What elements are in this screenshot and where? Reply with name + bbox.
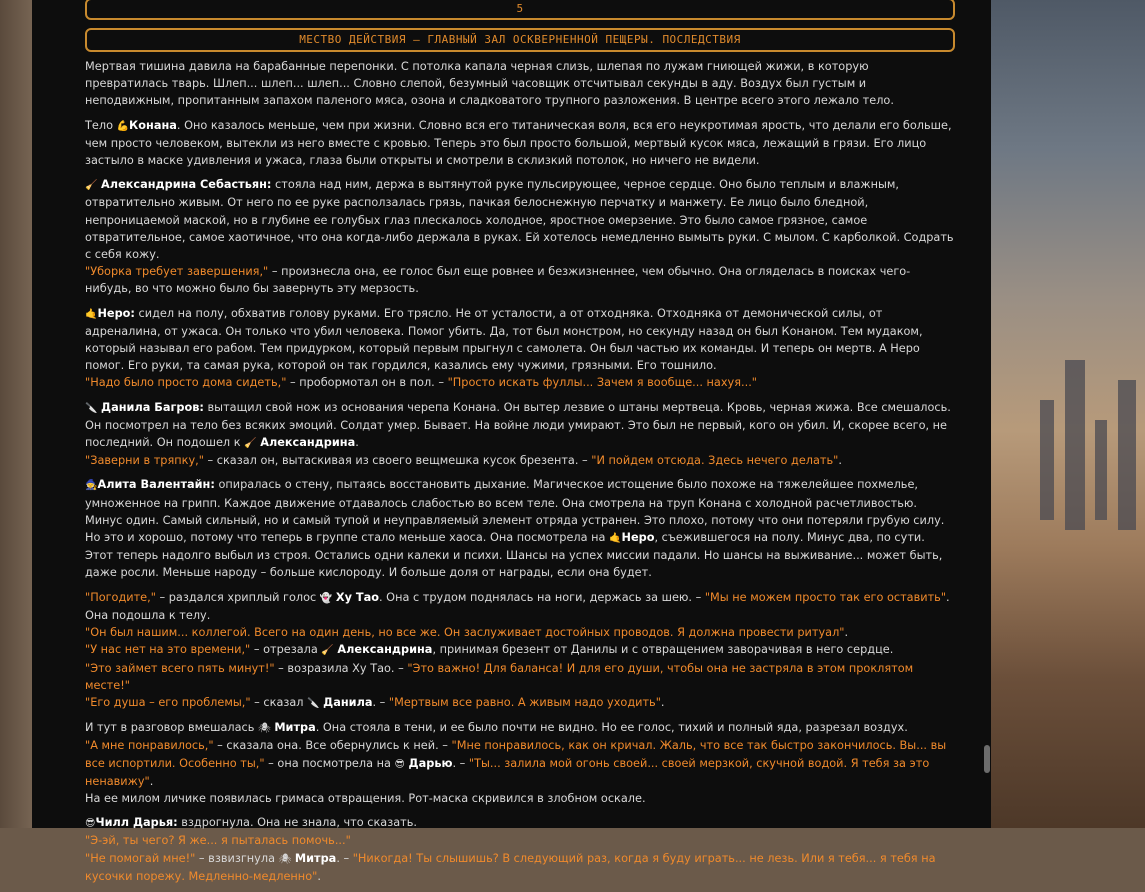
dialogue-quote: "Уборка требует завершения,"	[85, 265, 269, 279]
character-name: Чилл Дарья:	[95, 816, 178, 830]
text: сидел на полу, обхватив голову руками. Его трясло. Не от усталости, а от отходняка. Отходняка от демонической силы, от адреналина, от ужаса. Он только что убил человека. Помог убить. Да, тот был монстром, но секунду назад он был Конаном. Тем мудаком, который называл его рабом. Тем придурком, который первым прыгнул с самолета. Он был частью их команды. И теперь он мертв. А Неро помог. Его руки, та самая рука, которой он так гордился, казались ему чужими, грязными. Его тошнило.	[85, 306, 923, 373]
spider-icon: 🕷	[258, 723, 271, 735]
paragraph-1: Мертвая тишина давила на барабанные перепонки. С потолка капала черная слизь, шлепая по лужам гниющей жижи, в которую превратилась тварь. Шлеп... шлеп... шлеп... Словно слепой, безумный часовщик отсчитывал секунды в аду. Воздух был густым и неподвижным, пропитанным запахом паленого мяса, озона и сладковатого трупного разложения. В центре всего этого лежало тело.	[85, 60, 894, 108]
scrollbar-thumb[interactable]	[984, 745, 990, 773]
text: .	[838, 454, 842, 468]
text: . –	[336, 851, 353, 865]
text: – произнесла она, ее голос был еще ровнее и безжизненнее, чем обычно. Она огляделась в поисках чего-нибудь, во что можно было бы завернуть эту мерзость.	[85, 265, 911, 296]
text: – сказал	[250, 695, 308, 709]
message-number-box	[85, 0, 955, 20]
text: . –	[452, 756, 469, 770]
cool-face-icon: 😎	[85, 818, 96, 830]
paragraph-6	[85, 476, 955, 581]
paragraph-2	[85, 117, 955, 170]
knife-icon: 🔪	[307, 697, 320, 709]
paragraph-5	[85, 399, 955, 470]
text: – сказала она. Все обернулись к ней. –	[213, 739, 452, 753]
dialogue-quote: "Э-эй, ты чего? Я же... я пыталась помочь..."	[85, 834, 351, 848]
text: .	[844, 626, 849, 640]
dialogue-quote: "Заверни в тряпку,"	[85, 454, 204, 468]
text: вытащил свой нож из основания черепа Конана. Он вытер лезвие о штаны мертвеца. Кровь, черная жижа. Все смешалось. Он посмотрел на тело без всяких эмоций. Солдат умер. Бывает. На войне люди умирают. Это был не первый, кого он убил. И, скорее всего, не последний. Он подошел к	[85, 400, 951, 450]
character-name: Данила	[323, 695, 373, 709]
mage-icon: 🧙	[85, 480, 98, 492]
dialogue-quote: "Надо было просто дома сидеть,"	[85, 376, 287, 390]
story-text	[85, 58, 955, 885]
text: . Оно казалось меньше, чем при жизни. Словно вся его титаническая воля, вся его неукротимая ярость, что делали его больше, чем просто человеком, вытекли из него вместе с кровью. Теперь это был просто большой, мертвый кусок мяса, лежащий в грязи. Его лицо застыло в маске удивления и ужаса, глаза были открыты и смотрели в склизкий потолок, но ничего не видели.	[85, 118, 952, 168]
text: , съежившегося на полу. Минус два, по сути. Этот теперь надолго выбыл из строя. Остались одни калеки и психи. Шансы на успех миссии падали. Но шансы на выживание... может быть, даже росли. Меньше народу – больше кислороду. И больше доля от награды, если она будет.	[85, 531, 943, 580]
dialogue-quote: "Погодите,"	[85, 590, 156, 604]
character-name: Митра	[274, 721, 316, 735]
text: вздрогнула. Она не знала, что сказать.	[177, 816, 417, 830]
character-name: Александрина	[337, 643, 433, 657]
dialogue-quote: "Не помогай мне!"	[85, 851, 196, 865]
hand-icon: 🤙	[609, 533, 622, 545]
text: – сказал он, вытаскивая из своего вещмешка кусок брезента. –	[203, 454, 592, 468]
rock-spire	[1040, 400, 1054, 520]
text: .	[149, 774, 154, 788]
text: – отрезала	[250, 643, 322, 657]
dialogue-quote: "Он был нашим... коллегой. Всего на один день, но все же. Он заслуживает достойных проводов. Я должна провести ритуал"	[85, 626, 845, 640]
character-name: Дарью	[408, 756, 453, 770]
character-name: Митра	[294, 851, 337, 865]
text: Она подошла к телу.	[85, 608, 211, 622]
text: .	[946, 590, 950, 604]
dialogue-quote: "У нас нет на это времени,"	[85, 643, 251, 657]
dialogue-quote: "Мне понравилось, как он кричал. Жаль, что все так быстро закончилось. Вы... вы все испортили. Особенно ты,"	[85, 739, 947, 770]
cool-face-icon: 😎	[394, 758, 405, 770]
text: И тут в разговор вмешалась	[85, 721, 259, 735]
rock-spire	[1095, 420, 1107, 520]
story-content	[85, 0, 955, 892]
rock-spire	[1065, 360, 1085, 530]
character-name: Алита Валентайн:	[97, 478, 215, 492]
muscle-icon: 💪	[116, 120, 130, 132]
paragraph-7	[85, 589, 955, 712]
text: стояла над ним, держа в вытянутой руке пульсирующее, черное сердце. Оно было теплым и влажным, отвратительно живым. От него по ее руке расползалась грязь, пачкая белоснежную перчатку и манжету. Ее лицо было бледной, непроницаемой маской, но в глубине ее голубых глаз плескалось холодное, яростное омерзение. Это было самое грязное, самое отвратительное, самое хаотичное, что она когда-либо держала в руках. Ей хотелось немедленно вымыть руки. С мылом. С карболкой. Содрать с себя кожу.	[85, 178, 954, 262]
dialogue-quote: "Просто искать фуллы... Зачем я вообще... нахуя..."	[447, 376, 757, 390]
text: – она посмотрела на	[264, 756, 395, 770]
text: .	[660, 695, 665, 709]
paragraph-9	[85, 814, 955, 885]
scene-title-box	[85, 28, 955, 52]
text: . Она с трудом поднялась на ноги, держась за шею. –	[379, 590, 705, 604]
ghost-icon: 👻	[319, 592, 333, 604]
text: – раздался хриплый голос	[155, 590, 320, 604]
character-name: Александрина Себастьян:	[101, 178, 272, 192]
dialogue-quote: "Это займет всего пять минут!"	[85, 661, 275, 675]
broom-icon: 🧹	[244, 438, 257, 450]
dialogue-quote: "И пойдем отсюда. Здесь нечего делать"	[591, 454, 839, 468]
knife-icon: 🔪	[85, 402, 98, 414]
broom-icon: 🧹	[85, 180, 98, 192]
paragraph-8	[85, 719, 955, 807]
text: – взвизгнула	[195, 851, 279, 865]
text: – пробормотал он в пол. –	[286, 376, 448, 390]
text: На ее милом личике появилась гримаса отвращения. Рот-маска скривился в злобном оскале.	[85, 791, 646, 805]
text: Тело	[85, 118, 117, 132]
hand-icon: 🤙	[85, 308, 98, 320]
text: .	[355, 436, 359, 450]
scene-title: МЕСТВО ДЕЙСТВИЯ – ГЛАВНЫЙ ЗАЛ ОСКВЕРНЕННОЙ ПЕЩЕРЫ. ПОСЛЕДСТВИЯ	[299, 33, 741, 46]
dialogue-quote: "Это важно! Для баланса! И для его души, чтобы она не застряла в этом проклятом месте!"	[85, 661, 914, 692]
dialogue-quote: "Мертвым все равно. А живым надо уходить"	[388, 695, 661, 709]
text: опиралась о стену, пытаясь восстановить дыхание. Магическое истощение было похоже на тяжелейшее похмелье, умноженное на грипп. Каждое движение отдавалось слабостью во всем теле. Она смотрела на труп Конана с холодной расчетливостью. Минус один. Самый сильный, но и самый тупой и неуправляемый элемент отряда устранен. Это плохо, потому что они потеряли грубую силу. Но это и хорошо, потому что теперь в группе стало меньше хаоса. Она посмотрела на	[85, 478, 945, 545]
character-name: Неро	[621, 531, 655, 545]
paragraph-4	[85, 305, 955, 392]
dialogue-quote: "Никогда! Ты слышишь? В следующий раз, когда я буду играть... не лезь. Или я тебя... я тебя на кусочки порежу. Медленно-медленно"	[85, 851, 936, 883]
character-name: Александрина	[260, 436, 356, 450]
text: . –	[372, 695, 389, 709]
dialogue-quote: "А мне понравилось,"	[85, 739, 214, 753]
spider-icon: 🕷	[278, 853, 292, 865]
text: – возразила Ху Тао. –	[274, 661, 408, 675]
dialogue-quote: "Его душа – его проблемы,"	[85, 695, 251, 709]
text: , принимая брезент от Данилы и с отвращением заворачивая в него сердце.	[432, 643, 894, 657]
character-name: Конана	[129, 118, 177, 132]
character-name: Неро:	[97, 306, 135, 320]
message-number: 5	[516, 2, 524, 15]
text: . Она стояла в тени, и ее было почти не видно. Но ее голос, тихий и полный яда, разрезал воздух.	[315, 721, 908, 735]
broom-icon: 🧹	[321, 645, 334, 657]
dialogue-quote: "Мы не можем просто так его оставить"	[704, 590, 947, 604]
text: .	[317, 869, 321, 883]
dialogue-quote: "Ты... залила мой огонь своей... своей мерзкой, скучной водой. Я тебя за это ненавижу"	[85, 756, 930, 788]
rock-spire	[1118, 380, 1136, 530]
character-name: Ху Тао	[335, 590, 379, 604]
character-name: Данила Багров:	[101, 400, 204, 414]
paragraph-3	[85, 176, 955, 297]
story-panel[interactable]	[32, 0, 991, 883]
